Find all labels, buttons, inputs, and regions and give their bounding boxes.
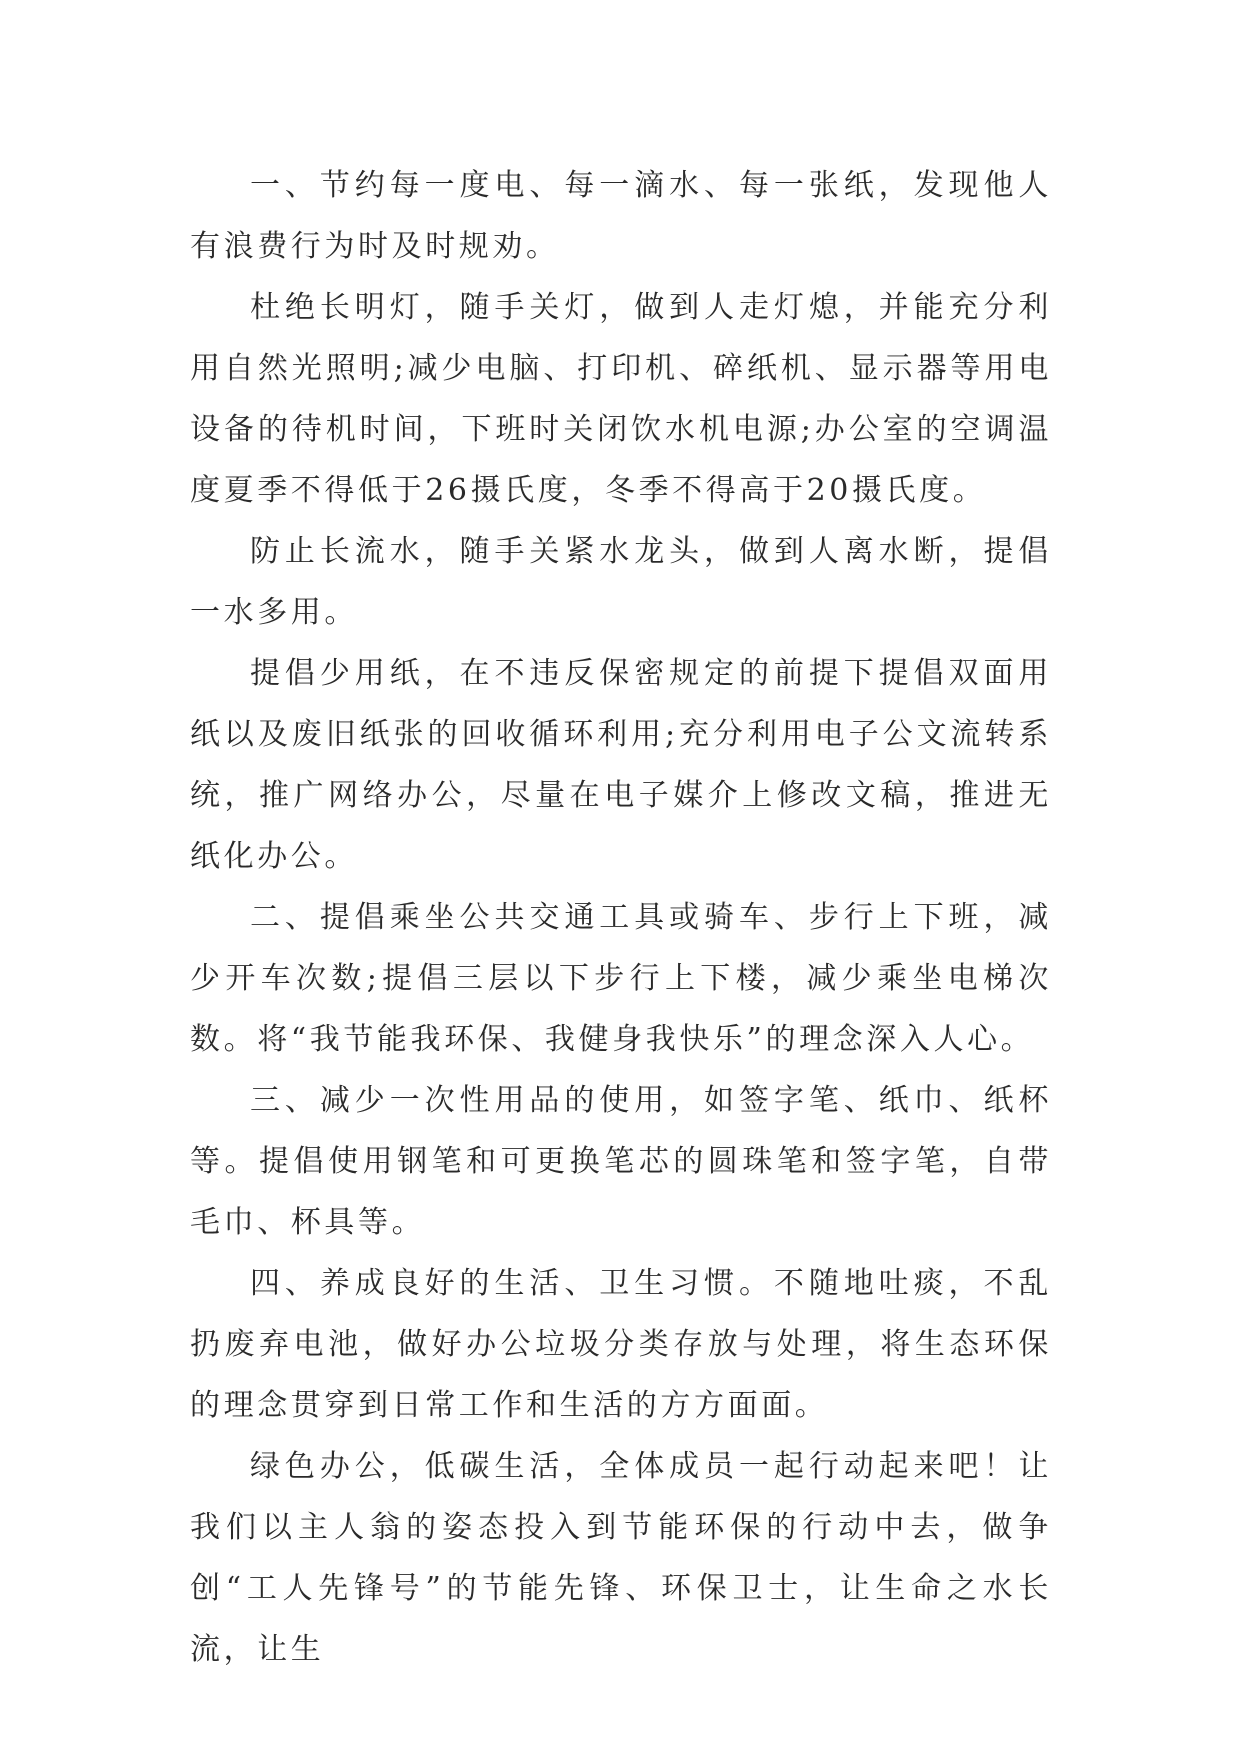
document-body: [190, 155, 1052, 1680]
paragraph-8: 绿色办公，低碳生活，全体成员一起行动起来吧！让我们以主人翁的姿态投入到节能环保的行动中去，做争创“工人先锋号”的节能先锋、环保卫士，让生命之水长流，让生: [190, 1449, 1052, 1667]
paragraph-5: 二、提倡乘坐公共交通工具或骑车、步行上下班，减少开车次数;提倡三层以下步行上下楼，减少乘坐电梯次数。将“我节能我环保、我健身我快乐”的理念深入人心。: [190, 900, 1052, 1057]
paragraph-2: 杜绝长明灯，随手关灯，做到人走灯熄，并能充分利用自然光照明;减少电脑、打印机、碎纸机、显示器等用电设备的待机时间，下班时关闭饮水机电源;办公室的空调温度夏季不得低于26摄氏度，冬季不得高于20摄氏度。: [190, 290, 1052, 508]
paragraph-4: 提倡少用纸，在不违反保密规定的前提下提倡双面用纸以及废旧纸张的回收循环利用;充分利用电子公文流转系统，推广网络办公，尽量在电子媒介上修改文稿，推进无纸化办公。: [190, 656, 1052, 874]
paragraph-3: 防止长流水，随手关紧水龙头，做到人离水断，提倡一水多用。: [190, 534, 1052, 630]
paragraph-7: 四、养成良好的生活、卫生习惯。不随地吐痰，不乱扔废弃电池，做好办公垃圾分类存放与处理，将生态环保的理念贯穿到日常工作和生活的方方面面。: [190, 1266, 1052, 1423]
paragraph-1: 一、节约每一度电、每一滴水、每一张纸，发现他人有浪费行为时及时规劝。: [190, 168, 1052, 264]
paragraph-6: 三、减少一次性用品的使用，如签字笔、纸巾、纸杯等。提倡使用钢笔和可更换笔芯的圆珠笔和签字笔，自带毛巾、杯具等。: [190, 1083, 1052, 1240]
